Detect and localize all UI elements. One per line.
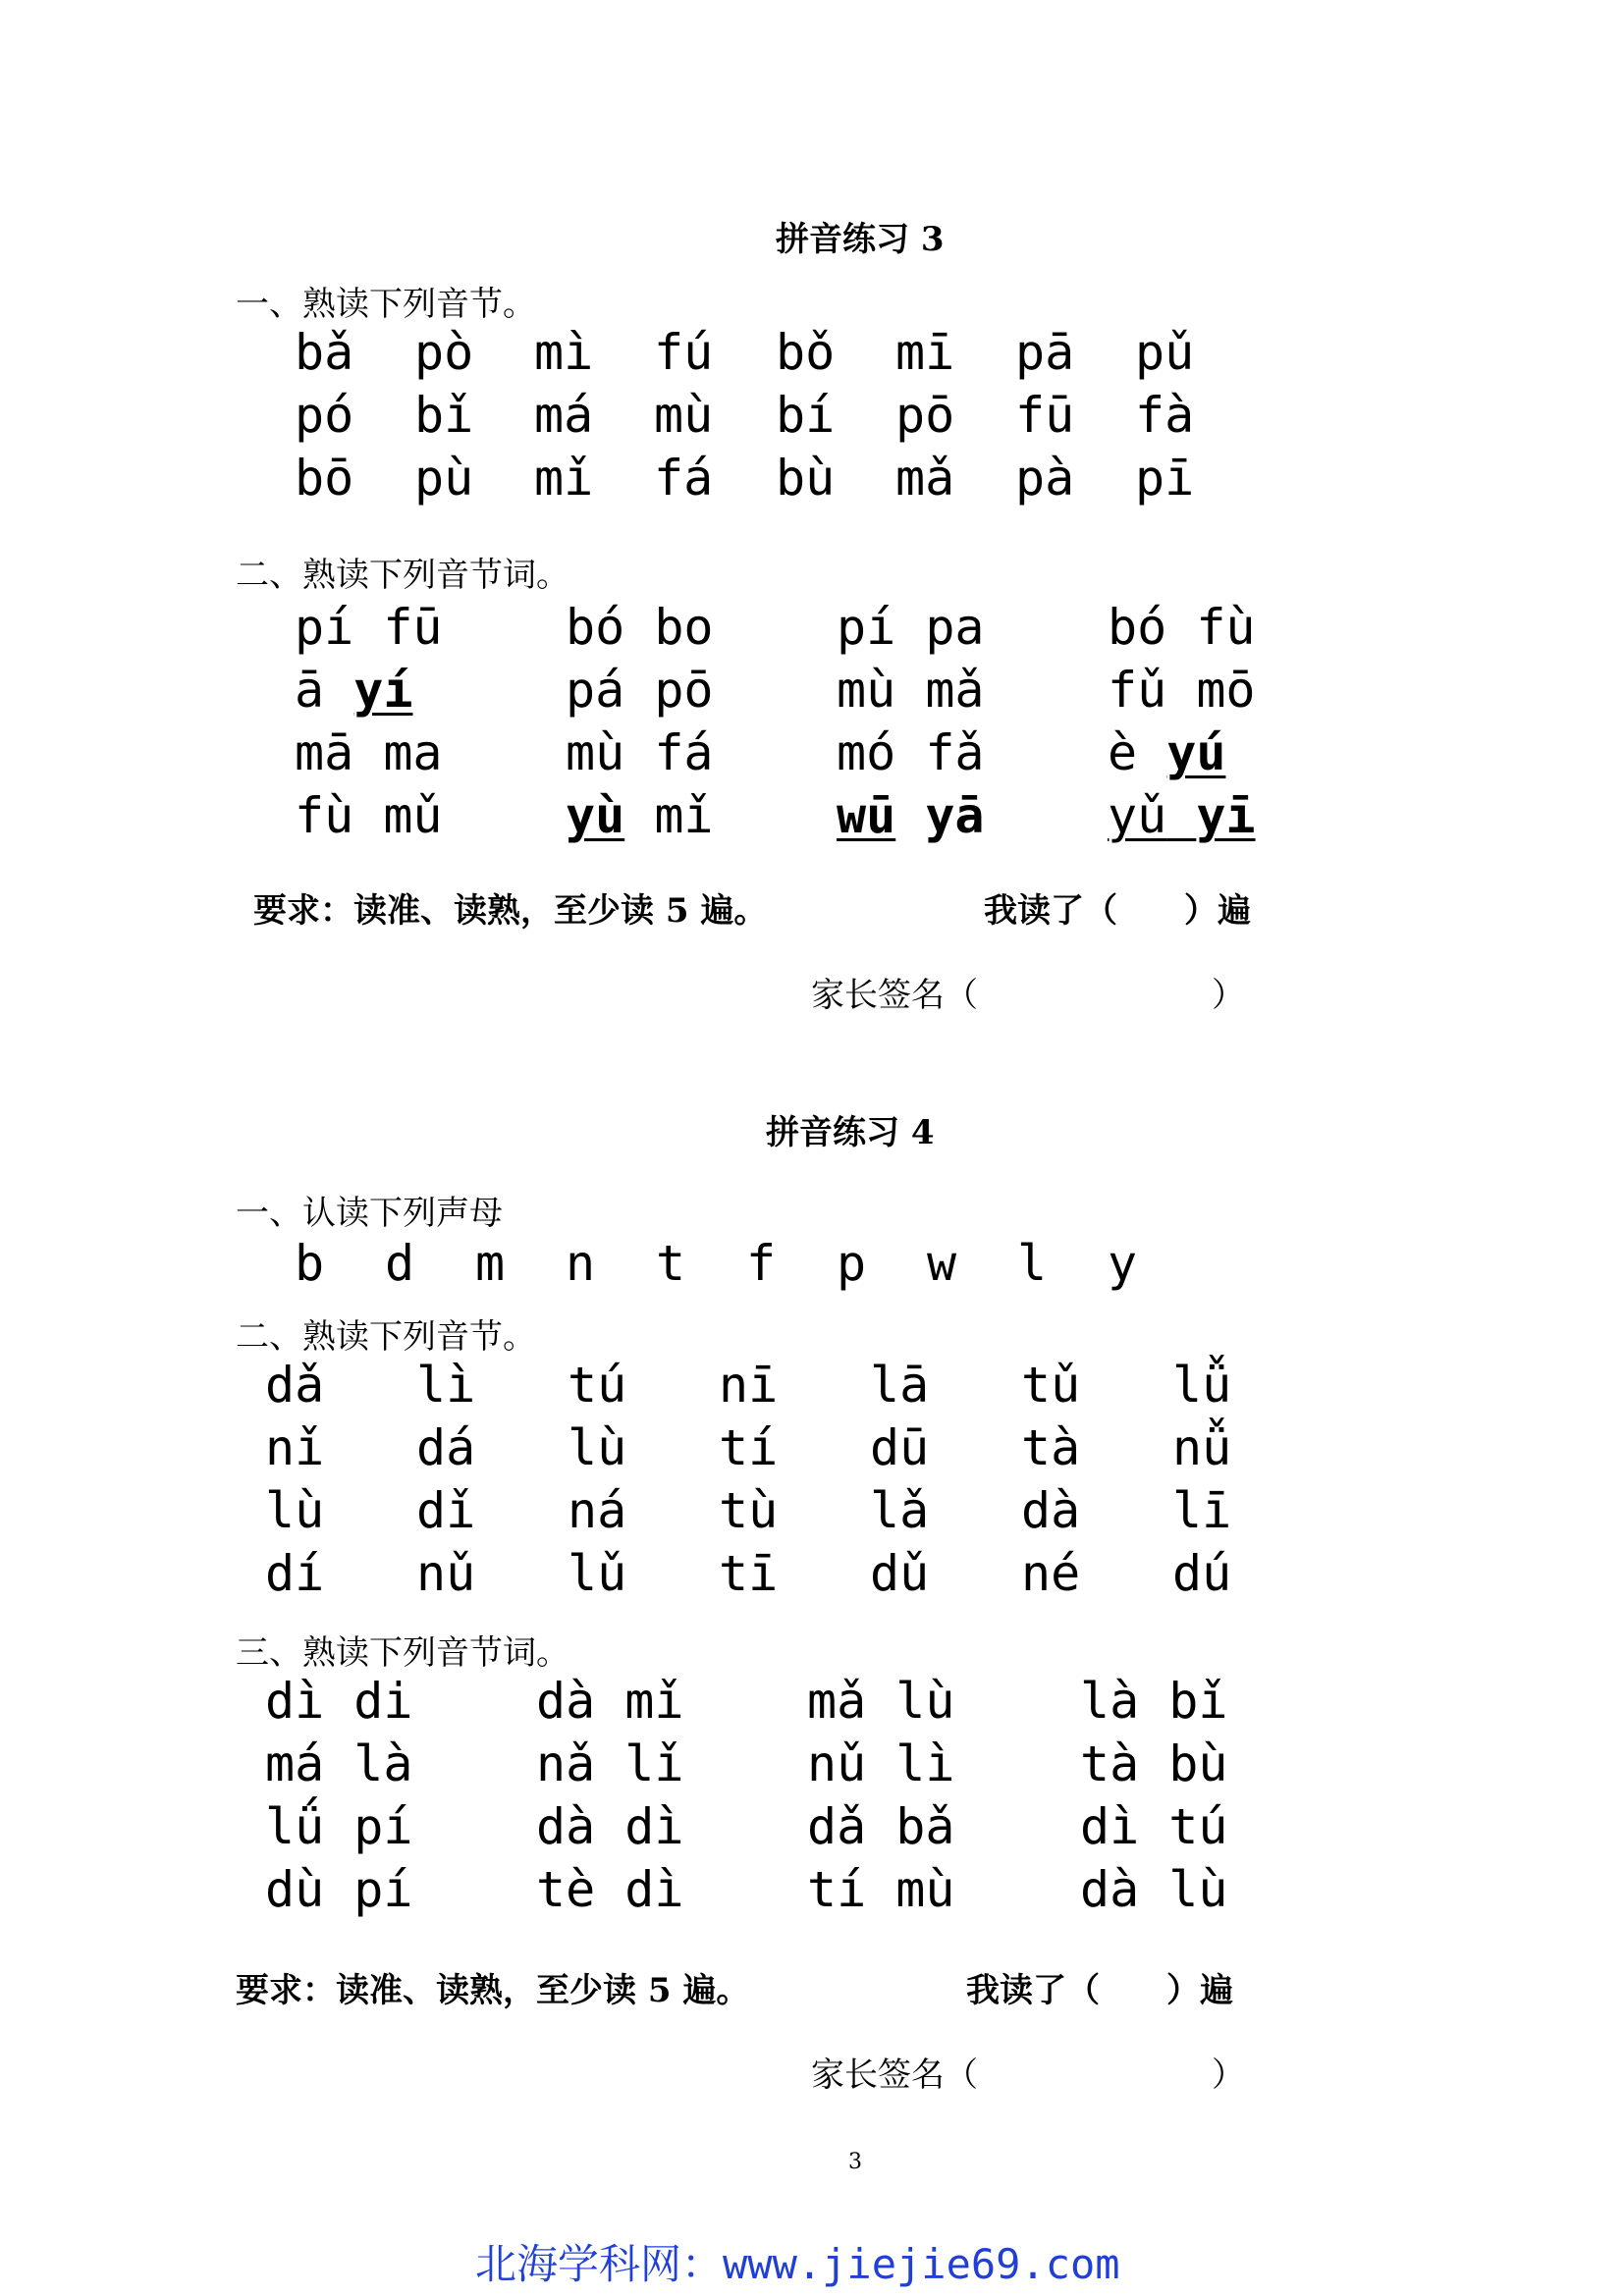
syllable-word: yù mǐ: [566, 787, 714, 844]
syllable: dá: [416, 1419, 476, 1476]
syllable-word: bó fù: [1108, 599, 1256, 656]
syllable: bǐ: [414, 387, 474, 444]
syllable: ná: [568, 1482, 627, 1539]
syllable-word: là bǐ: [1080, 1673, 1228, 1730]
ex4-requirement: 要求：读准、读熟，至少读 5 遍。: [236, 1971, 750, 2010]
syllable-word: mó fǎ: [837, 724, 985, 781]
syllable: nǔ: [416, 1545, 476, 1602]
syllable-word: ā yí: [295, 662, 413, 719]
syllable: fū: [1015, 387, 1075, 444]
syllable: pā: [1015, 324, 1075, 381]
syllable: fá: [654, 450, 714, 507]
syllable-word: è yú: [1108, 724, 1226, 781]
syllable-word: pí pa: [837, 599, 985, 656]
syllable: lù: [568, 1419, 627, 1476]
syllable: dǎ: [265, 1357, 325, 1414]
ex3-part1-heading: 一、熟读下列音节。: [236, 285, 536, 324]
syllable: bù: [776, 450, 836, 507]
syllable: lǎ: [870, 1482, 930, 1539]
syllable: lù: [265, 1482, 325, 1539]
syllable: nǐ: [265, 1419, 325, 1476]
syllable-word: tí mù: [807, 1861, 955, 1918]
syllable-word: dì tú: [1080, 1798, 1228, 1855]
syllable-word: yǔ yī: [1108, 787, 1256, 844]
syllable: nǚ: [1172, 1419, 1232, 1476]
syllable-word: má là: [265, 1735, 413, 1792]
ex3-part2-heading: 二、熟读下列音节词。: [236, 556, 569, 595]
syllable-word: dà dì: [536, 1798, 684, 1855]
syllable-word: tà bù: [1080, 1735, 1228, 1792]
footer-watermark: 北海学科网：www.jiejie69.com: [475, 2240, 1120, 2288]
syllable-word: mù fá: [566, 724, 714, 781]
exercise-3-title: 拼音练习 3: [776, 220, 945, 259]
syllable: tí: [719, 1419, 779, 1476]
syllable: mì: [534, 324, 594, 381]
syllable: mī: [895, 324, 955, 381]
syllable: lǚ: [1172, 1357, 1232, 1414]
syllable-word: pá pō: [566, 662, 714, 719]
syllable: pī: [1135, 450, 1195, 507]
initial: w: [927, 1235, 957, 1292]
initial: b: [295, 1235, 325, 1292]
initial: f: [746, 1235, 777, 1292]
syllable: dǔ: [870, 1545, 930, 1602]
initial: d: [385, 1235, 415, 1292]
syllable: tī: [719, 1545, 779, 1602]
syllable: dí: [265, 1545, 325, 1602]
syllable-word: fǔ mō: [1108, 662, 1256, 719]
initial: m: [475, 1235, 506, 1292]
syllable: nī: [719, 1357, 779, 1414]
syllable-word: nǎ lǐ: [536, 1735, 684, 1792]
syllable-word: nǔ lì: [807, 1735, 955, 1792]
syllable: bō: [295, 450, 354, 507]
syllable: lǔ: [568, 1545, 627, 1602]
syllable: tù: [719, 1482, 779, 1539]
initial: y: [1108, 1235, 1138, 1292]
ex4-read-count: 我读了（ ）遍: [966, 1971, 1233, 2010]
ex4-part1-heading: 一、认读下列声母: [236, 1194, 503, 1233]
ex3-requirement: 要求：读准、读熟，至少读 5 遍。: [253, 891, 768, 931]
syllable-word: dà mǐ: [536, 1673, 684, 1730]
syllable: lī: [1172, 1482, 1232, 1539]
syllable-word: dì di: [265, 1673, 413, 1730]
syllable: pà: [1015, 450, 1075, 507]
syllable: mù: [654, 387, 714, 444]
syllable: tú: [568, 1357, 627, 1414]
syllable: né: [1021, 1545, 1081, 1602]
syllable: fà: [1135, 387, 1195, 444]
syllable-word: mā ma: [295, 724, 443, 781]
syllable: dà: [1021, 1482, 1081, 1539]
syllable: mǎ: [895, 450, 955, 507]
syllable: má: [534, 387, 594, 444]
syllable: pù: [414, 450, 474, 507]
syllable-word: mù mǎ: [837, 662, 985, 719]
syllable: pǔ: [1135, 324, 1195, 381]
syllable: fú: [654, 324, 714, 381]
syllable: tǔ: [1021, 1357, 1081, 1414]
syllable-word: lǘ pí: [265, 1798, 413, 1855]
syllable: dǐ: [416, 1482, 476, 1539]
ex4-part2-heading: 二、熟读下列音节。: [236, 1317, 536, 1357]
syllable-word: pí fū: [295, 599, 443, 656]
ex4-part3-heading: 三、熟读下列音节词。: [236, 1633, 569, 1673]
ex3-read-count: 我读了（ ）遍: [984, 891, 1251, 931]
syllable: dú: [1172, 1545, 1232, 1602]
syllable: lā: [870, 1357, 930, 1414]
initial: n: [566, 1235, 596, 1292]
syllable-word: bó bo: [566, 599, 714, 656]
syllable: pō: [895, 387, 955, 444]
syllable-word: fù mǔ: [295, 787, 443, 844]
syllable: pó: [295, 387, 354, 444]
syllable-word: wū yā: [837, 787, 985, 844]
initial: p: [837, 1235, 867, 1292]
syllable: tà: [1021, 1419, 1081, 1476]
exercise-4-title: 拼音练习 4: [766, 1113, 935, 1152]
page-number: 3: [848, 2150, 862, 2174]
ex4-parent-signature: 家长签名（ ）: [811, 2056, 1245, 2095]
syllable-word: mǎ lù: [807, 1673, 955, 1730]
syllable: dū: [870, 1419, 930, 1476]
syllable: bí: [776, 387, 836, 444]
syllable: pò: [414, 324, 474, 381]
syllable-word: dà lù: [1080, 1861, 1228, 1918]
initial: l: [1017, 1235, 1048, 1292]
syllable-word: tè dì: [536, 1861, 684, 1918]
syllable: mǐ: [534, 450, 594, 507]
ex3-parent-signature: 家长签名（ ）: [811, 976, 1245, 1015]
syllable: bǎ: [295, 324, 354, 381]
syllable: lì: [416, 1357, 476, 1414]
initial: t: [656, 1235, 686, 1292]
syllable-word: dǎ bǎ: [807, 1798, 955, 1855]
syllable-word: dù pí: [265, 1861, 413, 1918]
syllable: bǒ: [776, 324, 836, 381]
